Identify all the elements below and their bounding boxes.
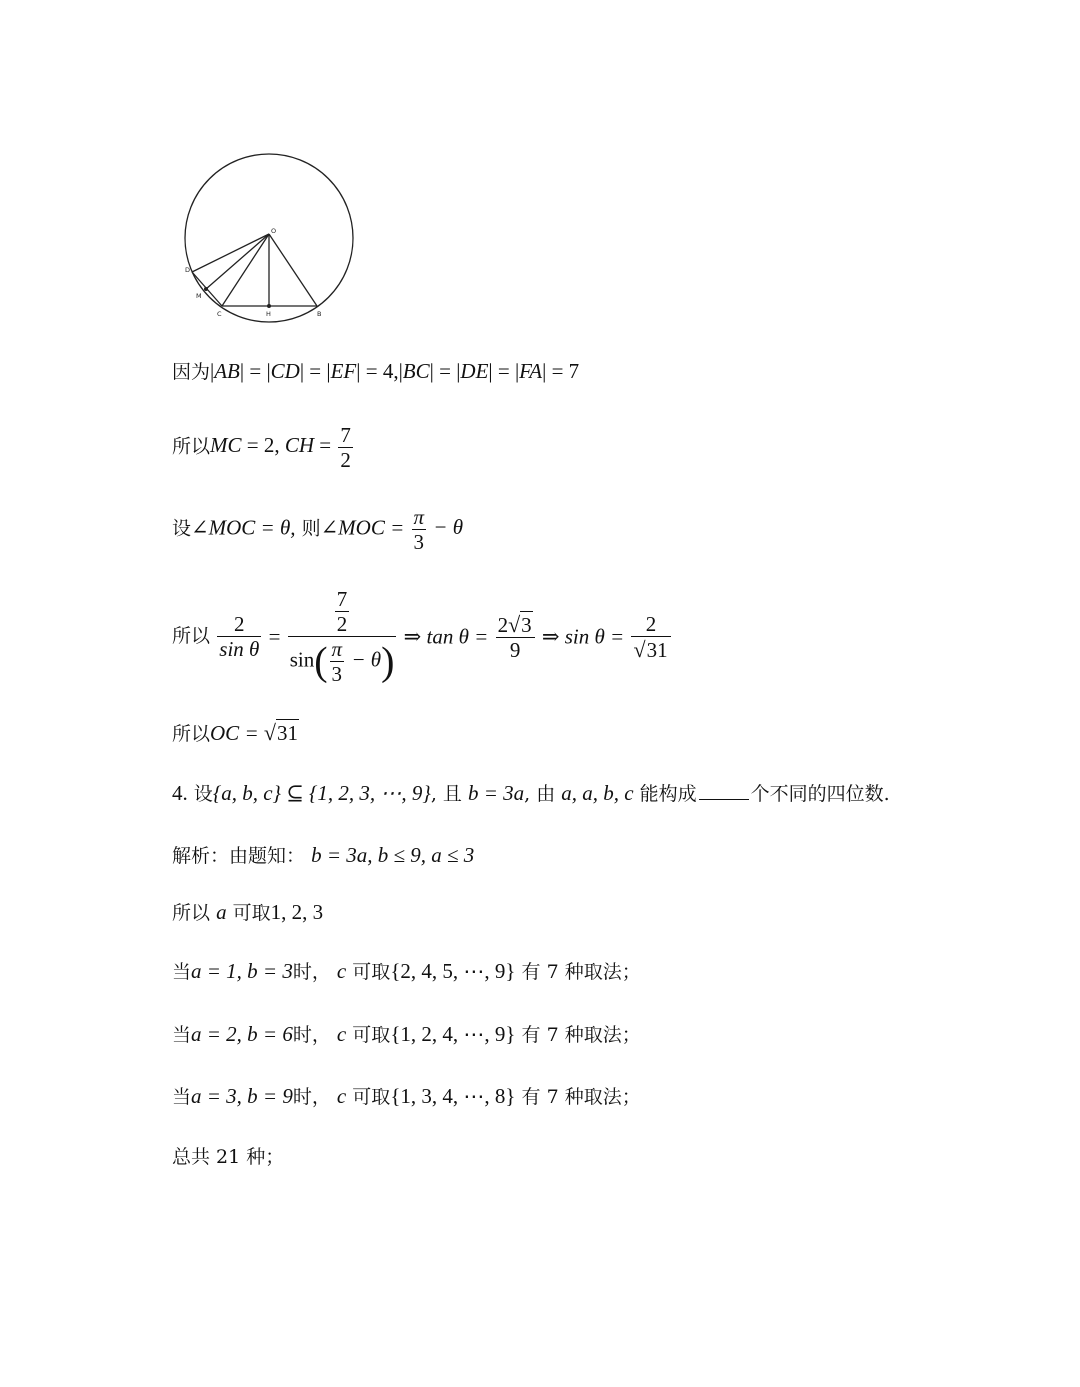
label-m: M <box>196 292 202 300</box>
analysis: 解析：由题知： b = 3a, b ≤ 9, a ≤ 3 <box>172 843 475 867</box>
line-oc: 所以OC = √31 <box>172 720 298 745</box>
line-sine-law: 所以 $\frac{2}{\text{sin θ}}$ = $\frac{7}{2}$ sin( $\frac{\pi}{3}$ − θ) ⇒ tan θ = $\frac{2√3}{9}$ ⇒ sin θ = $\frac{2}{√31}$ <box>172 587 673 687</box>
segment-oc <box>222 234 269 306</box>
line-mc-ch: 所以MC = 2, CH = $\frac{7}{2}$ <box>172 423 351 473</box>
line-lengths: 因为|AB| = |CD| = |EF| = 4,|BC| = |DE| = |FA| = 7 <box>172 359 580 383</box>
question-4: 4. 设{a, b, c} ⊆ {1, 2, 3, ⋯, 9}, 且 b = 3a, 由 a, a, b, c 能构成 个不同的四位数. <box>172 781 890 805</box>
label-h: H <box>266 310 271 318</box>
total: 总共 21 种； <box>172 1146 285 1168</box>
point-h <box>267 304 271 308</box>
circle-figure <box>178 148 360 323</box>
label-d: D <box>185 266 191 274</box>
answer-blank <box>699 783 749 800</box>
label-o: O <box>271 227 277 235</box>
point-m <box>204 287 208 291</box>
case-3: 当a = 3, b = 9时， c 可取{1, 3, 4, ⋯, 8} 有 7 种取法； <box>172 1084 641 1108</box>
segment-om <box>206 234 269 289</box>
label-c: C <box>217 310 222 318</box>
a-values: 所以 a 可取1, 2, 3 <box>172 900 324 924</box>
label-b: B <box>317 310 322 318</box>
segment-od <box>192 234 269 272</box>
case-1: 当a = 1, b = 3时， c 可取{2, 4, 5, ⋯, 9} 有 7 种取法； <box>172 959 641 983</box>
case-2: 当a = 2, b = 6时， c 可取{1, 2, 4, ⋯, 9} 有 7 种取法； <box>172 1022 641 1046</box>
line-angle: 设∠MOC = θ, 则∠MOC = $\frac{\pi}{3}$ − θ <box>172 505 464 555</box>
segment-ob <box>269 234 317 306</box>
